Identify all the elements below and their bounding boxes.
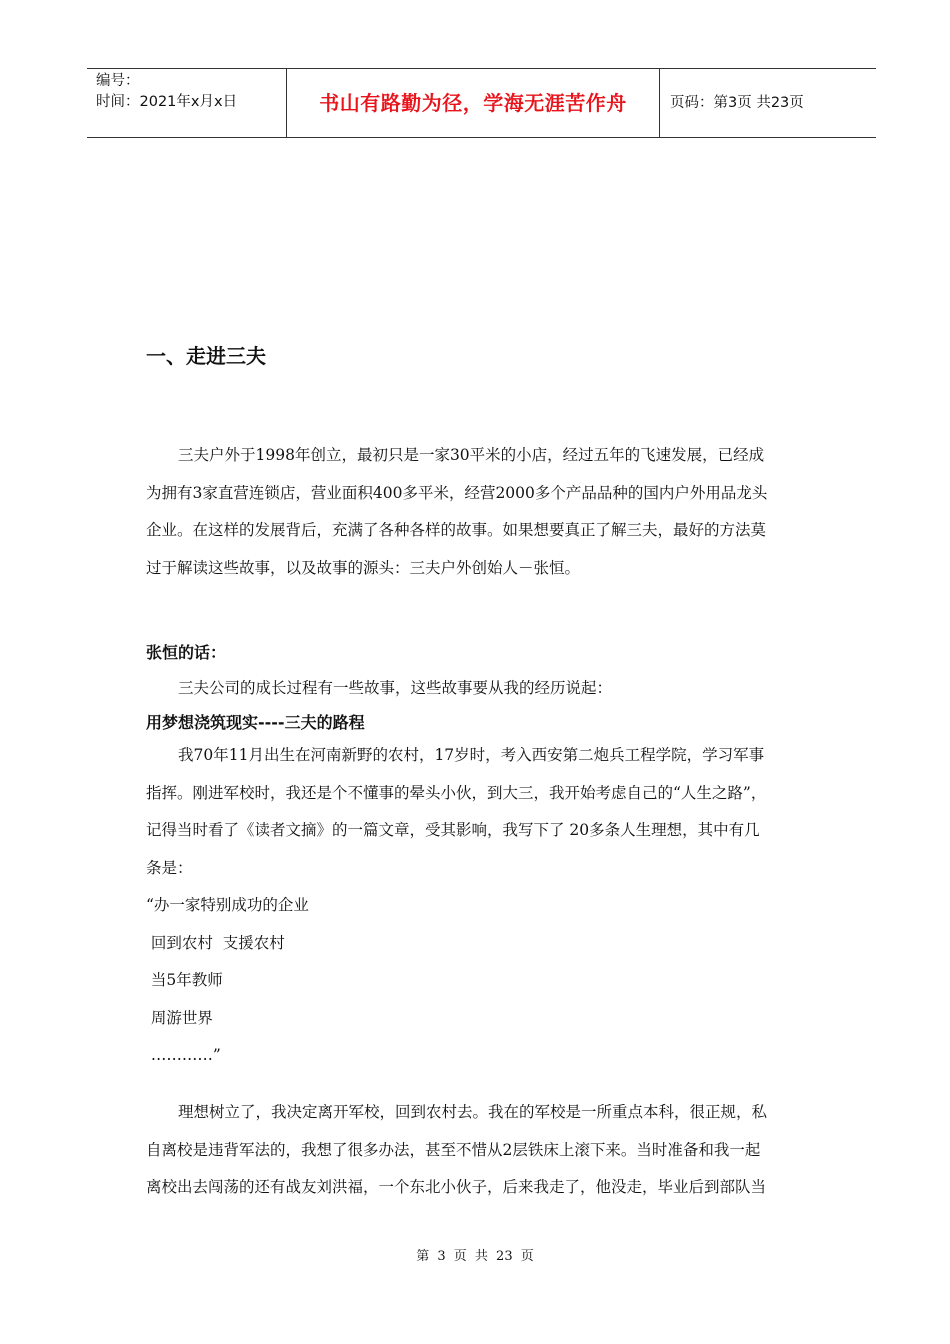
intro-line: 三夫户外于1998年创立，最初只是一家30平米的小店，经过五年的飞速发展，已经成 xyxy=(178,446,765,464)
story-line: 条是： xyxy=(146,858,193,877)
later-line: 自离校是违背军法的，我想了很多办法，甚至不惜从2层铁床上滚下来。当时准备和我一起 xyxy=(146,1140,761,1159)
ideal-item: 周游世界 xyxy=(146,1008,213,1027)
story-paragraph xyxy=(146,737,826,887)
later-line: 离校出去闯荡的还有战友刘洪福，一个东北小伙子，后来我走了，他没走，毕业后到部队当 xyxy=(146,1178,767,1196)
header-page-info: 页码：第3页 共23页 xyxy=(670,95,804,111)
ideal-item: “办一家特别成功的企业 xyxy=(146,896,309,914)
story-title: 用梦想浇筑现实----三夫的路程 xyxy=(146,713,365,732)
page-footer: 第 3 页 共 23 页 xyxy=(416,1249,534,1264)
story-line: 我70年11月出生在河南新野的农村，17岁时，考入西安第二炮兵工程学院，学习军事 xyxy=(178,746,765,764)
intro-paragraph xyxy=(146,437,826,587)
intro-line: 为拥有3家直营连锁店，营业面积400多平米，经营2000多个产品品种的国内户外用品龙头 xyxy=(146,483,768,502)
quote-intro: 三夫公司的成长过程有一些故事，这些故事要从我的经历说起： xyxy=(178,679,613,697)
document-header xyxy=(87,68,876,138)
story-line: 记得当时看了《读者文摘》的一篇文章，受其影响，我写下了 20多条人生理想，其中有几 xyxy=(146,821,760,839)
intro-line: 过于解读这些故事，以及故事的源头：三夫户外创始人－张恒。 xyxy=(146,558,581,577)
header-time: 时间：2021年x月x日 xyxy=(96,94,238,110)
ideals-list xyxy=(146,887,826,1075)
later-line: 理想树立了，我决定离开军校，回到农村去。我在的军校是一所重点本科，很正规，私 xyxy=(178,1103,768,1121)
intro-line: 企业。在这样的发展背后，充满了各种各样的故事。如果想要真正了解三夫，最好的方法莫 xyxy=(146,521,767,539)
header-motto: 书山有路勤为径，学海无涯苦作舟 xyxy=(287,69,660,137)
ideal-item: 回到农村 支援农村 xyxy=(146,933,285,952)
ideal-item: …………” xyxy=(146,1046,221,1064)
quote-heading: 张恒的话： xyxy=(146,643,227,662)
story-line: 指挥。刚进军校时，我还是个不懂事的晕头小伙，到大三，我开始考虑自己的“人生之路”， xyxy=(146,783,767,802)
ideal-item: 当5年教师 xyxy=(146,971,223,989)
section-title: 一、走进三夫 xyxy=(146,344,266,368)
later-paragraph xyxy=(146,1094,826,1207)
header-code-label: 编号： xyxy=(96,73,140,89)
header-meta xyxy=(87,69,287,137)
